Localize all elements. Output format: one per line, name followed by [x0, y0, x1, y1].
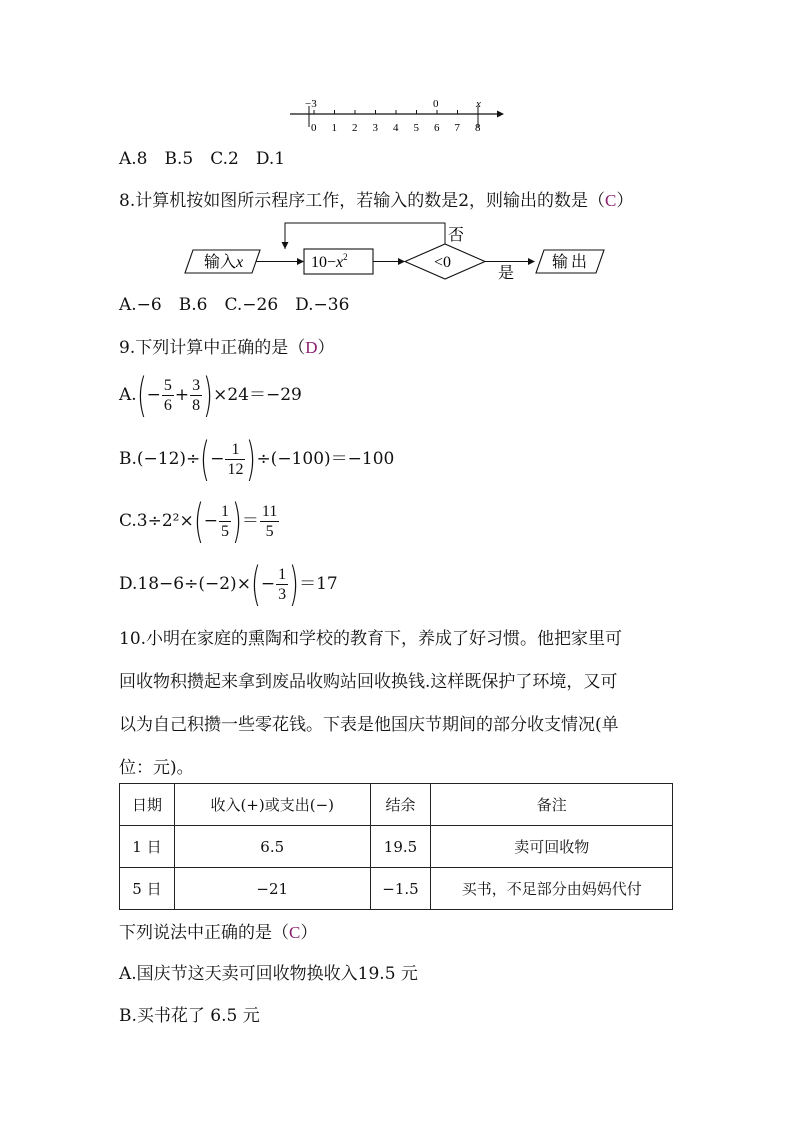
q9-close: ）	[317, 338, 335, 358]
number-line	[285, 96, 510, 138]
number-line-tick-label: 3	[372, 122, 378, 134]
flow-no-label: 否	[448, 227, 465, 244]
table-cell-date: 5 日	[120, 868, 175, 910]
q9a-frac1	[162, 376, 174, 415]
q9a-lparen: (	[136, 368, 147, 422]
q9c-result-den: 5	[265, 522, 274, 540]
table-header-date: 日期	[120, 784, 175, 826]
q9c-rparen: )	[231, 494, 242, 548]
q9b-minus: −	[210, 449, 225, 469]
q9b-rparen: )	[246, 432, 257, 486]
q9d-frac	[276, 565, 288, 604]
q7-options	[119, 148, 285, 170]
q9c-lparen: (	[193, 494, 204, 548]
q10-question	[119, 922, 317, 944]
flow-yes-label: 是	[498, 265, 515, 280]
q9-answer: D	[305, 338, 318, 357]
q8-answer: C	[605, 191, 617, 210]
q9d-minus: −	[260, 574, 276, 594]
q9a-frac2-num: 3	[192, 376, 201, 394]
q9b-frac-den: 12	[227, 460, 244, 478]
number-line-tick-label: 4	[393, 122, 399, 134]
q10-question-text: 下列说法中正确的是（	[119, 923, 289, 943]
number-line-arrow	[497, 111, 504, 118]
number-line-tick-label: 5	[413, 122, 419, 134]
table-cell-date: 1 日	[120, 826, 175, 868]
flow-arrow-3-head	[528, 258, 535, 265]
q8-options	[119, 294, 349, 316]
flow-decision-label: <0	[434, 254, 452, 271]
table-cell-amount: −21	[174, 868, 370, 910]
q9b-frac-num: 1	[225, 440, 245, 460]
table-header-amount: 收入(+)或支出(−)	[174, 784, 370, 826]
q9d-frac-den: 3	[278, 585, 287, 603]
q8-close: ）	[616, 191, 634, 211]
table-cell-balance: −1.5	[370, 868, 431, 910]
label-x: x	[476, 98, 481, 110]
q10-answer: C	[289, 923, 301, 942]
q9a-rparen: )	[203, 368, 214, 422]
q9c-minus: −	[203, 511, 218, 531]
q9d-lparen: (	[250, 557, 261, 611]
q9d-rparen: )	[289, 557, 300, 611]
q10-para-line-2: 回收物积攒起来拿到废品收购站回收换钱.这样既保护了环境，又可	[119, 672, 618, 692]
q10-option-b	[119, 1005, 260, 1027]
q9b-rest: ÷(−100)＝−100	[256, 449, 395, 469]
label-zero-top: 0	[433, 98, 439, 110]
q9b-prefix: B.(−12)÷	[119, 449, 201, 469]
q9c-frac-den: 5	[220, 522, 229, 540]
flow-output-label: 输出	[552, 254, 591, 271]
q9a-minus: −	[146, 385, 161, 405]
q10-para-line-4: 位：元)。	[119, 758, 194, 778]
table-header-row	[120, 784, 673, 826]
q9a-frac2-den: 8	[192, 396, 201, 414]
q9d-prefix: D.18−6÷(−2)×	[119, 574, 251, 594]
q9c-frac-num: 1	[220, 502, 229, 520]
q9c-result-frac	[260, 502, 279, 541]
q9d-rest: ＝17	[299, 574, 338, 594]
q8-stem	[119, 190, 633, 212]
q9a-frac1-den: 6	[163, 396, 172, 414]
q9b-frac	[225, 440, 245, 479]
flow-process-label: $10-x^2$	[311, 252, 348, 271]
q10-option-a	[119, 963, 418, 985]
q9c-frac	[219, 502, 231, 541]
q9-stem-text: 9.下列计算中正确的是（	[119, 338, 306, 358]
table-cell-amount: 6.5	[174, 826, 370, 868]
label-minus3: −3	[305, 98, 317, 110]
number-line-tick-label: 0	[311, 122, 317, 134]
number-line-tick-label: 8	[475, 122, 481, 134]
flow-arrow-1-head	[297, 258, 304, 265]
q9-option-a	[119, 368, 302, 422]
table-header-balance: 结余	[370, 784, 431, 826]
flowchart	[180, 218, 615, 280]
q10-table	[119, 783, 673, 910]
q9a-frac2	[190, 376, 202, 415]
q9a-prefix: A.	[119, 385, 137, 405]
table-row	[120, 868, 673, 910]
q9a-frac1-num: 5	[163, 376, 172, 394]
q10-paragraph	[119, 618, 679, 790]
q10-para-line-3: 以为自己积攒一些零花钱。下表是他国庆节期间的部分收支情况(单	[119, 715, 619, 735]
number-line-tick-label: 2	[352, 122, 358, 134]
q10-option-b-text: B.买书花了 6.5 元	[119, 1006, 260, 1026]
q9-option-b	[119, 432, 395, 486]
q8-stem-text: 8.计算机按如图所示程序工作，若输入的数是2，则输出的数是（	[119, 191, 606, 211]
q9-stem	[119, 337, 335, 359]
table-cell-note: 卖可回收物	[431, 826, 673, 868]
table-cell-note: 买书，不足部分由妈妈代付	[431, 868, 673, 910]
number-line-tick-label: 1	[331, 122, 337, 134]
q8-options-text: A.−6 B.6 C.−26 D.−36	[119, 295, 350, 315]
q9a-plus: +	[174, 385, 190, 405]
number-line-tick-label: 6	[434, 122, 440, 134]
q9c-result-num: 11	[261, 502, 278, 520]
q10-option-a-text: A.国庆节这天卖可回收物换收入19.5 元	[119, 964, 418, 984]
q9b-lparen: (	[200, 432, 211, 486]
q10-para-line-1: 10.小明在家庭的熏陶和学校的教育下，养成了好习惯。他把家里可	[119, 629, 623, 649]
flow-loop-line	[285, 223, 445, 249]
table-header-note: 备注	[431, 784, 673, 826]
q10-close: ）	[300, 923, 318, 943]
q9-option-c	[119, 494, 280, 548]
q7-options-text: A.8 B.5 C.2 D.1	[119, 149, 286, 169]
q9c-equals: ＝	[241, 511, 259, 531]
q9a-rest: ×24＝−29	[213, 385, 302, 405]
q9c-prefix: C.3÷2²×	[119, 511, 194, 531]
flow-input-label: 输入x	[204, 254, 244, 271]
number-line-tick-label: 7	[454, 122, 460, 134]
table-row	[120, 826, 673, 868]
q9-option-d	[119, 557, 338, 611]
flow-loop-head	[282, 242, 289, 249]
table-cell-balance: 19.5	[370, 826, 431, 868]
q9d-frac-num: 1	[278, 565, 287, 583]
